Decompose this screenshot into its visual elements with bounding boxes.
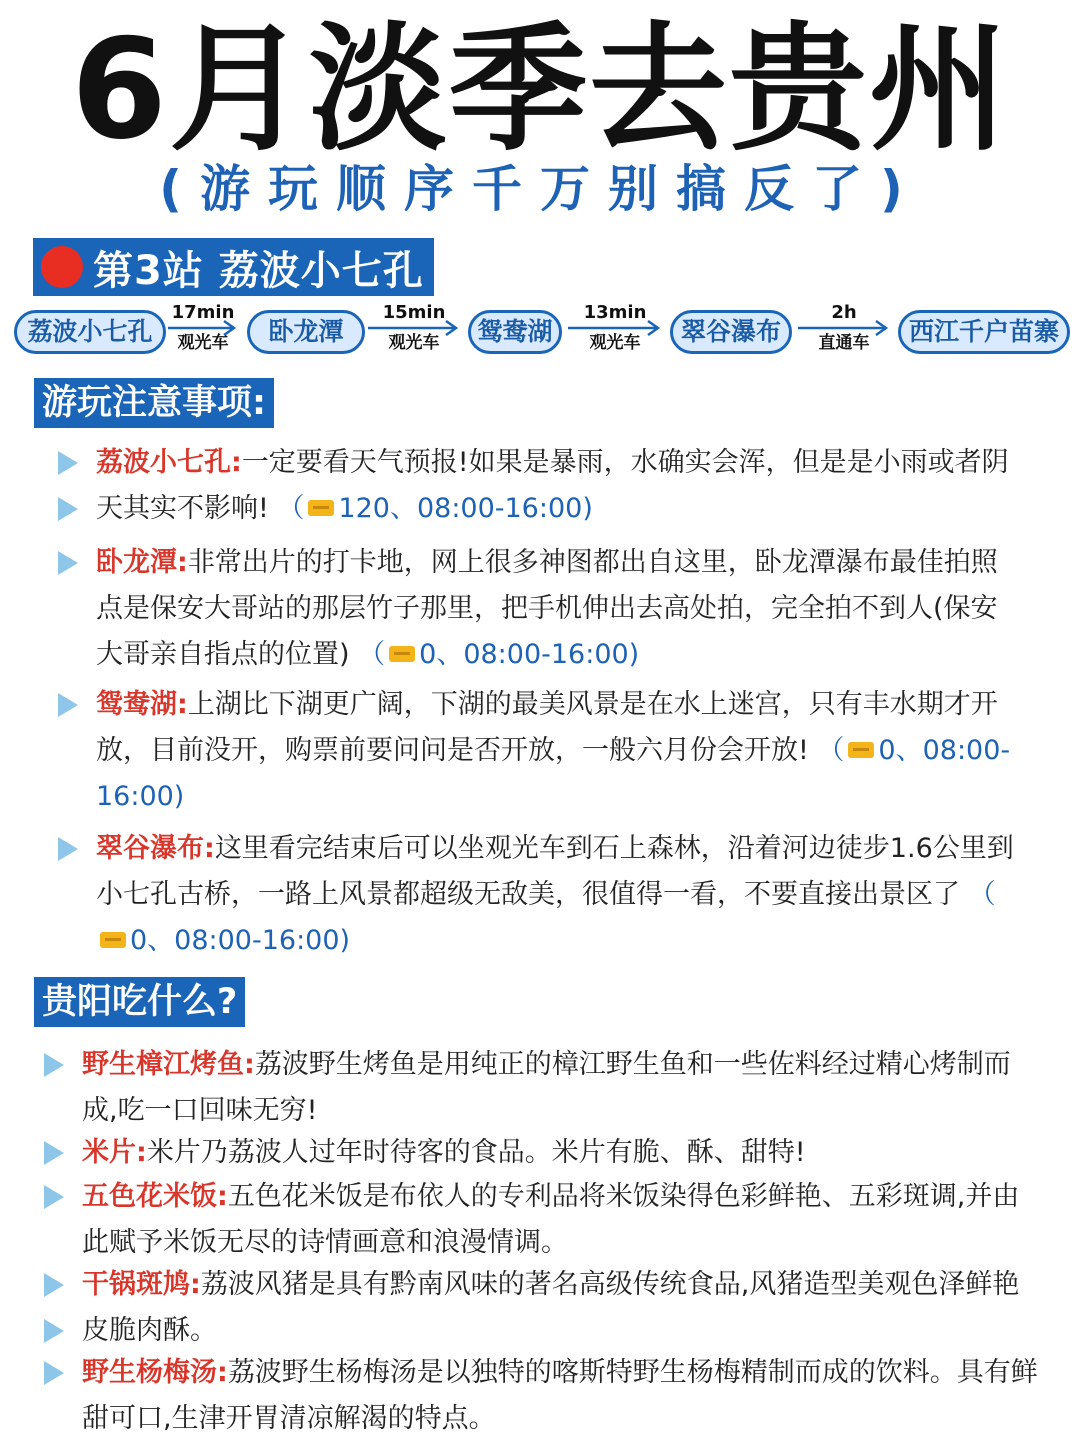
food-text: 荔波野生杨梅汤是以独特的喀斯特野生杨梅精制而成的饮料。具有鲜甜可口,生津开胃清凉解渴的特点。 bbox=[82, 1357, 1038, 1434]
page-subtitle: (游玩顺序千万别搞反了) bbox=[159, 160, 921, 218]
triangle-bullet-icon bbox=[58, 497, 78, 521]
note-label: 鸳鸯湖: bbox=[96, 689, 188, 720]
food-item bbox=[40, 1174, 1040, 1266]
route-stop: 卧龙潭 bbox=[247, 310, 365, 354]
note-item bbox=[54, 540, 1014, 678]
triangle-bullet-icon bbox=[44, 1273, 64, 1297]
food-heading: 贵阳吃什么? bbox=[34, 977, 245, 1027]
route-stop: 荔波小七孔 bbox=[14, 310, 166, 354]
triangle-bullet-icon bbox=[44, 1141, 64, 1165]
note-text: 这里看完结束后可以坐观光车到石上森林，沿着河边徒步1.6公里到小七孔古桥，一路上风景都超级无敌美，很值得一看，不要直接出景区了 bbox=[96, 833, 1014, 910]
route-connector bbox=[366, 302, 462, 358]
food-text: 五色花米饭是布依人的专利品将米饭染得色彩鲜艳、五彩斑调,并由此赋予米饭无尽的诗情画意和浪漫情调。 bbox=[82, 1181, 1020, 1258]
note-text: 非常出片的打卡地，网上很多神图都出自这里，卧龙潭瀑布最佳拍照点是保安大哥站的那层竹子那里，把手机伸出去高处拍，完全拍不到人(保安大哥亲自指点的位置) bbox=[96, 547, 998, 670]
route-diagram bbox=[14, 300, 1074, 360]
food-label: 野生樟江烤鱼: bbox=[82, 1049, 255, 1080]
triangle-bullet-icon bbox=[44, 1361, 64, 1385]
food-label: 干锅斑鸠: bbox=[82, 1269, 201, 1300]
note-label: 翠谷瀑布: bbox=[96, 833, 215, 864]
note-item bbox=[54, 682, 1014, 820]
route-stop: 翠谷瀑布 bbox=[670, 310, 792, 354]
food-item bbox=[40, 1262, 1040, 1354]
food-label: 米片: bbox=[82, 1137, 147, 1168]
triangle-bullet-icon bbox=[58, 837, 78, 861]
food-text: 荔波风猪是具有黔南风味的著名高级传统食品,风猪造型美观色泽鲜艳皮脆肉酥。 bbox=[82, 1269, 1020, 1346]
food-text: 米片乃荔波人过年时待客的食品。米片有脆、酥、甜特! bbox=[146, 1137, 806, 1168]
food-label: 五色花米饭: bbox=[82, 1181, 228, 1212]
notes-heading: 游玩注意事项: bbox=[34, 378, 274, 428]
food-label: 野生杨梅汤: bbox=[82, 1357, 228, 1388]
station-banner bbox=[33, 238, 434, 296]
station-label: 第3站 荔波小七孔 bbox=[93, 247, 424, 294]
ticket-icon bbox=[100, 932, 126, 948]
route-connector bbox=[566, 302, 664, 358]
page-title: 6月淡季去贵州 bbox=[70, 9, 1010, 170]
route-stop: 鸳鸯湖 bbox=[468, 310, 562, 354]
ticket-icon bbox=[308, 500, 334, 516]
ticket-icon bbox=[389, 646, 415, 662]
note-label: 卧龙潭: bbox=[96, 547, 188, 578]
connector-mode: 观光车 bbox=[177, 333, 229, 353]
note-label: 荔波小七孔: bbox=[96, 447, 242, 478]
connector-mode: 直通车 bbox=[818, 333, 870, 353]
route-connector bbox=[796, 302, 892, 358]
connector-duration: 17min bbox=[171, 302, 235, 323]
ticket-info: （ 0、08:00-16:00) bbox=[96, 735, 1011, 812]
connector-mode: 观光车 bbox=[589, 333, 641, 353]
route-stop: 西江千户苗寨 bbox=[898, 310, 1070, 354]
route-connector bbox=[166, 302, 240, 358]
ticket-info: （0、08:00-16:00) bbox=[96, 879, 996, 956]
note-item bbox=[54, 440, 1014, 532]
connector-duration: 13min bbox=[583, 302, 647, 323]
note-text: 上湖比下湖更广阔，下湖的最美风景是在水上迷宫，只有丰水期才开放，目前没开，购票前要问问是否开放，一般六月份会开放! bbox=[96, 689, 998, 766]
triangle-bullet-icon bbox=[58, 693, 78, 717]
food-text: 荔波野生烤鱼是用纯正的樟江野生鱼和一些佐料经过精心烤制而成,吃一口回味无穷! bbox=[82, 1049, 1011, 1126]
ticket-info: （ 0、08:00-16:00) bbox=[358, 639, 640, 670]
triangle-bullet-icon bbox=[44, 1319, 64, 1343]
triangle-bullet-icon bbox=[58, 451, 78, 475]
food-item bbox=[40, 1130, 1040, 1176]
food-item bbox=[40, 1350, 1040, 1440]
note-item bbox=[54, 826, 1014, 964]
triangle-bullet-icon bbox=[58, 551, 78, 575]
note-text: 一定要看天气预报!如果是暴雨，水确实会浑，但是是小雨或者阴天其实不影响! bbox=[96, 447, 1009, 524]
food-item bbox=[40, 1042, 1040, 1134]
ticket-icon bbox=[848, 742, 874, 758]
red-dot-icon bbox=[41, 246, 83, 288]
connector-duration: 2h bbox=[831, 302, 857, 323]
connector-mode: 观光车 bbox=[388, 333, 440, 353]
triangle-bullet-icon bbox=[44, 1053, 64, 1077]
connector-duration: 15min bbox=[382, 302, 446, 323]
triangle-bullet-icon bbox=[44, 1185, 64, 1209]
ticket-info: （ 120、08:00-16:00) bbox=[277, 493, 593, 524]
